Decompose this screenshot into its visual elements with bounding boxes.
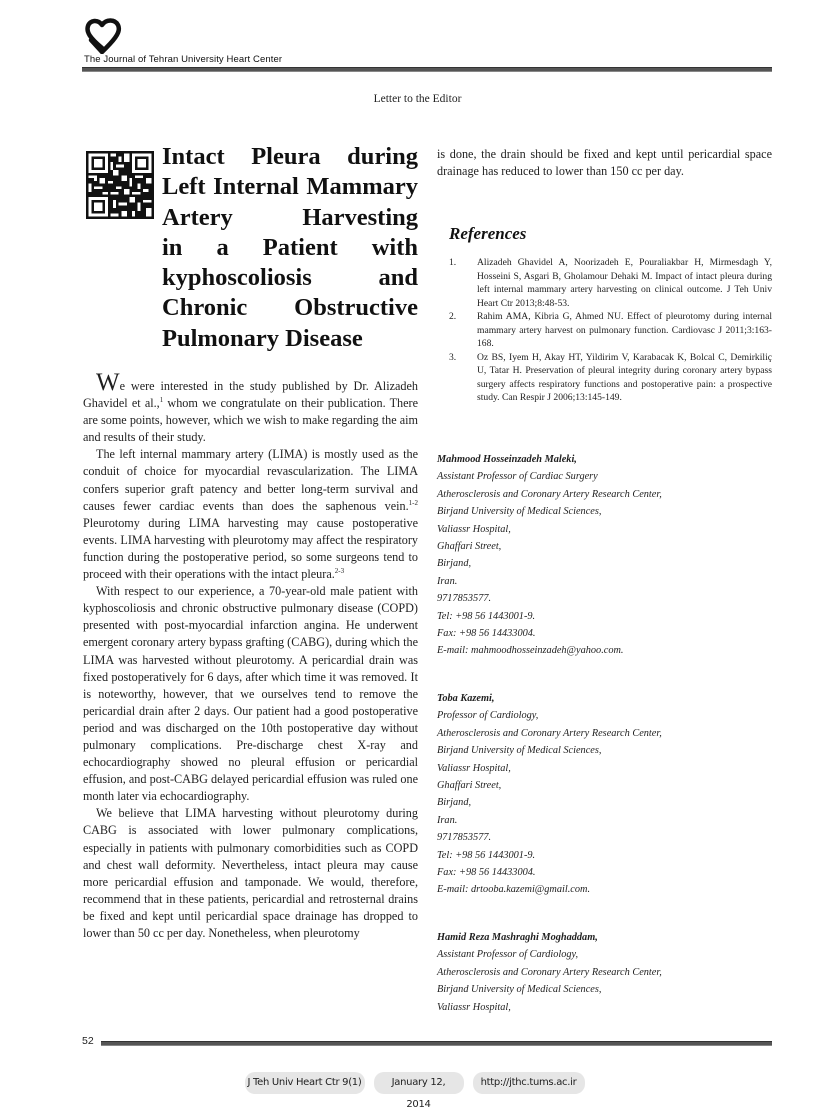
author-affiliation-line: Atherosclerosis and Coronary Artery Research Center, (437, 966, 662, 978)
reference-item (449, 351, 772, 405)
author-affiliation-line: Valiassr Hospital, (437, 1001, 511, 1013)
citation-superscript: 2-3 (334, 567, 345, 576)
reference-number: 3. (449, 351, 457, 363)
author-affiliation-line: Birjand University of Medical Sciences, (437, 745, 602, 757)
author-affiliation-line: Valiassr Hospital, (437, 523, 511, 535)
author-affiliation-line: Birjand, (437, 797, 472, 809)
title-line: kyphoscoliosis and (162, 264, 418, 292)
author-block (437, 451, 757, 660)
footer-citation: J Teh Univ Heart Ctr 9(1) (245, 1072, 365, 1094)
author-email[interactable]: E-mail: mahmoodhosseinzadeh@yahoo.com. (437, 645, 624, 657)
author-affiliation-line: Birjand, (437, 558, 472, 570)
author-name: Toba Kazemi, (437, 693, 495, 704)
citation-superscript: 1 (159, 396, 164, 405)
author-affiliation-line: Birjand University of Medical Sciences, (437, 506, 602, 518)
author-fax: Fax: +98 56 14433004. (437, 628, 536, 640)
author-affiliation-line: Assistant Professor of Cardiac Surgery (437, 471, 598, 483)
reference-text: Rahim AMA, Kibria G, Ahmed NU. Effect of pleurotomy during internal mammary artery harvest on pulmonary function. Cardiovasc J 2011;3:163-168. (477, 311, 772, 349)
body-paragraph: We believe that LIMA harvesting without pleurotomy during CABG is associated with lower pulmonary complications, especially in patients with pulmonary comorbidities such as COPD and chest wall deformity. Nevertheless, intact pleura may cause more pericardial effusion and tamponade. We would, therefore, recommend that in these patients, pericardial and retrosternal drains be fixed and kept until pericardial space drainage has dropped to lower than 50 cc per day. Nonetheless, when pleurotomy (83, 806, 418, 940)
body-left-column (83, 369, 419, 942)
reference-item (449, 256, 772, 310)
body-paragraph: With respect to our experience, a 70-year-old male patient with kyphoscoliosis and chronic obstructive pulmonary disease (COPD) presented with post-myocardial infarction angina. He underwent emergent coronary artery bypass grafting (CABG), during which the LIMA was harvested without pleurotomy. A pericardial drain was fixed postoperatively for 6 days, after which time it was removed. It is noteworthy, however, that we ourselves tend to remove the pericardial drain after 2 days. Our patient had a good postoperative period and was discharged on the 10th postoperative day without pulmonary complications. Pre-discharge chest X-ray and echocardiography showed no pleural effusion or pericardial effusion, and post-CABG delayed pericardial effusion was ruled one month later via echocardiography. (83, 584, 418, 804)
author-name: Hamid Reza Mashraghi Moghaddam, (437, 932, 598, 943)
author-fax: Fax: +98 56 14433004. (437, 867, 536, 879)
body-paragraph-continued: is done, the drain should be fixed and kept until pericardial space drainage has reduced to lower than 150 cc per day. (437, 147, 772, 178)
journal-name: The Journal of Tehran University Heart Center (84, 54, 283, 65)
reference-text: Oz BS, Iyem H, Akay HT, Yildirim V, Karabacak K, Bolcal C, Demirkiliç U, Tatar H. Preservation of pleural integrity during coronary artery bypass surgery affects respiratory functions and postoperative pain: a prospective study. Can Respir J 2006;13:145-149. (477, 351, 772, 403)
author-affiliation-line: Birjand University of Medical Sciences, (437, 984, 602, 996)
author-affiliation-line: Ghaffari Street, (437, 541, 502, 553)
body-right-column (437, 146, 772, 180)
author-affiliation-line: Iran. (437, 575, 458, 587)
author-affiliation-line: Assistant Professor of Cardiology, (437, 949, 579, 961)
footer-url-link[interactable]: http://jthc.tums.ac.ir (473, 1072, 585, 1094)
reference-item (449, 310, 772, 351)
reference-number: 1. (449, 257, 457, 268)
references-list (449, 256, 772, 405)
author-affiliation-line: Atherosclerosis and Coronary Artery Research Center, (437, 727, 662, 739)
title-line: Left Internal Mammary (162, 173, 418, 201)
author-tel: Tel: +98 56 1443001-9. (437, 849, 536, 861)
title-line: Artery Harvesting (162, 203, 418, 231)
author-block (437, 929, 757, 1016)
author-email[interactable]: E-mail: drtooba.kazemi@gmail.com. (437, 884, 591, 896)
drop-cap: W (96, 369, 120, 396)
author-postal-code: 9717853577. (437, 832, 492, 844)
citation-superscript: 1-2 (408, 498, 418, 507)
footer-bar (0, 1072, 835, 1110)
article-type-label: Letter to the Editor (373, 93, 462, 105)
author-tel: Tel: +98 56 1443001-9. (437, 610, 536, 622)
qr-code-icon (86, 151, 154, 219)
title-line: Pulmonary Disease (162, 324, 363, 352)
author-affiliation-line: Ghaffari Street, (437, 780, 502, 792)
footer-divider (101, 1041, 772, 1046)
header-divider (82, 67, 772, 72)
footer-date: January 12, 2014 (374, 1072, 464, 1094)
page-number: 52 (82, 1035, 94, 1047)
author-affiliation-line: Professor of Cardiology, (437, 710, 539, 722)
body-paragraph: We were interested in the study published by Dr. Alizadeh Ghavidel et al.,$^1$ whom we congratulate on their publication. There are some points, however, which we wish to make regarding the aim and results of their study. (83, 369, 419, 445)
author-affiliation-line: Iran. (437, 814, 458, 826)
title-line: Chronic Obstructive (162, 294, 418, 322)
author-affiliation-line: Valiassr Hospital, (437, 762, 511, 774)
reference-text: Alizadeh Ghavidel A, Noorizadeh E, Pouraliakbar H, Mirmesdagh Y, Hosseini S, Asgari B, Gholamour Dehaki M. Impact of intact pleura during left internal mammary artery harvesting on clinical outcome. J Teh Univ Heart Ctr 2013;8:48-53. (477, 257, 772, 309)
title-line: Intact Pleura during (162, 143, 418, 170)
journal-logo-icon (84, 18, 124, 54)
author-block (437, 690, 757, 899)
reference-number: 2. (449, 311, 457, 322)
body-paragraph: The left internal mammary artery (LIMA) is mostly used as the conduit of choice for myocardial revascularization. The LIMA confers superior graft patency and better long-term survival and causes fewer cardiac events than does the saphenous vein.$^{1-2}$ Pleurotomy during LIMA harvesting may cause postoperative events. LIMA harvesting with pleurotomy may affect the respiratory function during the postoperative period, so some surgeons tend to proceed with their operations with the intact pleura.$^{2-3}$ (83, 447, 418, 582)
author-affiliation-line: Atherosclerosis and Coronary Artery Research Center, (437, 488, 662, 500)
references-heading: References (449, 224, 527, 243)
article-title (162, 142, 418, 354)
author-name: Mahmood Hosseinzadeh Maleki, (437, 454, 577, 465)
author-postal-code: 9717853577. (437, 593, 492, 605)
title-line: in a Patient with (162, 233, 418, 261)
